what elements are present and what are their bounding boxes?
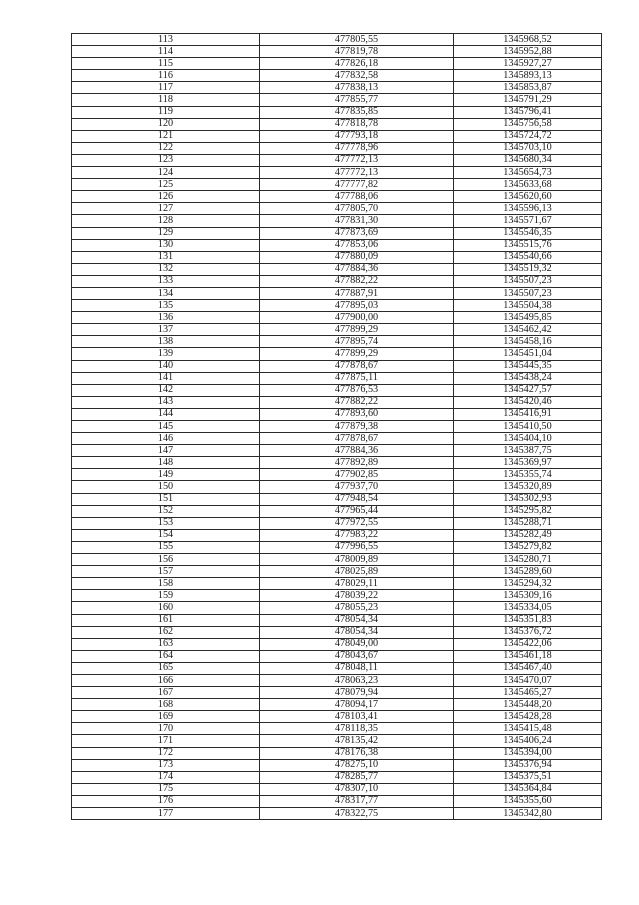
table-row (72, 287, 602, 299)
x-coordinate-cell: 477819,78 (260, 46, 454, 58)
table-row (72, 578, 602, 590)
y-coordinate-cell: 1345448,20 (454, 699, 602, 711)
table-row (72, 130, 602, 142)
table-row (72, 179, 602, 191)
y-coordinate-cell: 1345289,60 (454, 566, 602, 578)
point-number-cell: 115 (72, 58, 260, 70)
table-row (72, 566, 602, 578)
y-coordinate-cell: 1345465,27 (454, 687, 602, 699)
point-number-cell: 155 (72, 541, 260, 553)
point-number-cell: 128 (72, 215, 260, 227)
point-number-cell: 132 (72, 263, 260, 275)
point-number-cell: 143 (72, 396, 260, 408)
x-coordinate-cell: 477996,55 (260, 541, 454, 553)
point-number-cell: 141 (72, 372, 260, 384)
x-coordinate-cell: 478025,89 (260, 566, 454, 578)
x-coordinate-cell: 477880,09 (260, 251, 454, 263)
x-coordinate-cell: 477878,67 (260, 360, 454, 372)
x-coordinate-cell: 477892,89 (260, 457, 454, 469)
table-row (72, 34, 602, 46)
x-coordinate-cell: 477895,03 (260, 300, 454, 312)
point-number-cell: 134 (72, 287, 260, 299)
y-coordinate-cell: 1345416,91 (454, 408, 602, 420)
y-coordinate-cell: 1345519,32 (454, 263, 602, 275)
point-number-cell: 158 (72, 578, 260, 590)
x-coordinate-cell: 477835,85 (260, 106, 454, 118)
point-number-cell: 157 (72, 566, 260, 578)
y-coordinate-cell: 1345796,41 (454, 106, 602, 118)
x-coordinate-cell: 477878,67 (260, 433, 454, 445)
y-coordinate-cell: 1345404,10 (454, 433, 602, 445)
point-number-cell: 123 (72, 154, 260, 166)
table-row (72, 481, 602, 493)
table-row (72, 445, 602, 457)
table-row (72, 263, 602, 275)
table-row (72, 699, 602, 711)
y-coordinate-cell: 1345495,85 (454, 312, 602, 324)
table-row (72, 529, 602, 541)
point-number-cell: 145 (72, 421, 260, 433)
table-row (72, 118, 602, 130)
x-coordinate-cell: 478029,11 (260, 578, 454, 590)
y-coordinate-cell: 1345295,82 (454, 505, 602, 517)
point-number-cell: 122 (72, 142, 260, 154)
y-coordinate-cell: 1345369,97 (454, 457, 602, 469)
point-number-cell: 118 (72, 94, 260, 106)
y-coordinate-cell: 1345355,60 (454, 795, 602, 807)
x-coordinate-cell: 477965,44 (260, 505, 454, 517)
point-number-cell: 142 (72, 384, 260, 396)
point-number-cell: 166 (72, 674, 260, 686)
point-number-cell: 127 (72, 203, 260, 215)
y-coordinate-cell: 1345458,16 (454, 336, 602, 348)
point-number-cell: 146 (72, 433, 260, 445)
point-number-cell: 133 (72, 275, 260, 287)
point-number-cell: 126 (72, 191, 260, 203)
table-row (72, 336, 602, 348)
table-row (72, 747, 602, 759)
table-row (72, 650, 602, 662)
y-coordinate-cell: 1345394,00 (454, 747, 602, 759)
x-coordinate-cell: 478118,35 (260, 723, 454, 735)
point-number-cell: 171 (72, 735, 260, 747)
x-coordinate-cell: 477788,06 (260, 191, 454, 203)
y-coordinate-cell: 1345428,28 (454, 711, 602, 723)
point-number-cell: 139 (72, 348, 260, 360)
x-coordinate-cell: 478285,77 (260, 771, 454, 783)
point-number-cell: 176 (72, 795, 260, 807)
x-coordinate-cell: 477777,82 (260, 179, 454, 191)
x-coordinate-cell: 477895,74 (260, 336, 454, 348)
x-coordinate-cell: 477937,70 (260, 481, 454, 493)
x-coordinate-cell: 478317,77 (260, 795, 454, 807)
y-coordinate-cell: 1345968,52 (454, 34, 602, 46)
y-coordinate-cell: 1345375,51 (454, 771, 602, 783)
x-coordinate-cell: 478055,23 (260, 602, 454, 614)
point-number-cell: 125 (72, 179, 260, 191)
y-coordinate-cell: 1345364,84 (454, 783, 602, 795)
x-coordinate-cell: 477884,36 (260, 445, 454, 457)
x-coordinate-cell: 478079,94 (260, 687, 454, 699)
y-coordinate-cell: 1345351,83 (454, 614, 602, 626)
table-row (72, 457, 602, 469)
x-coordinate-cell: 478043,67 (260, 650, 454, 662)
x-coordinate-cell: 477948,54 (260, 493, 454, 505)
table-row (72, 541, 602, 553)
y-coordinate-cell: 1345410,50 (454, 421, 602, 433)
table-row (72, 469, 602, 481)
y-coordinate-cell: 1345893,13 (454, 70, 602, 82)
y-coordinate-cell: 1345620,60 (454, 191, 602, 203)
point-number-cell: 151 (72, 493, 260, 505)
y-coordinate-cell: 1345507,23 (454, 275, 602, 287)
y-coordinate-cell: 1345462,42 (454, 324, 602, 336)
x-coordinate-cell: 478054,34 (260, 626, 454, 638)
table-row (72, 662, 602, 674)
table-row (72, 687, 602, 699)
point-number-cell: 114 (72, 46, 260, 58)
table-row (72, 154, 602, 166)
point-number-cell: 117 (72, 82, 260, 94)
point-number-cell: 130 (72, 239, 260, 251)
x-coordinate-cell: 477805,70 (260, 203, 454, 215)
point-number-cell: 137 (72, 324, 260, 336)
y-coordinate-cell: 1345952,88 (454, 46, 602, 58)
x-coordinate-cell: 477893,60 (260, 408, 454, 420)
point-number-cell: 177 (72, 808, 260, 820)
table-row (72, 312, 602, 324)
y-coordinate-cell: 1345302,93 (454, 493, 602, 505)
y-coordinate-cell: 1345504,38 (454, 300, 602, 312)
coordinates-table (71, 33, 602, 820)
point-number-cell: 150 (72, 481, 260, 493)
table-row (72, 493, 602, 505)
point-number-cell: 173 (72, 759, 260, 771)
x-coordinate-cell: 477772,13 (260, 154, 454, 166)
table-row (72, 324, 602, 336)
table-row (72, 360, 602, 372)
point-number-cell: 121 (72, 130, 260, 142)
x-coordinate-cell: 477902,85 (260, 469, 454, 481)
table-row (72, 82, 602, 94)
x-coordinate-cell: 477853,06 (260, 239, 454, 251)
table-row (72, 384, 602, 396)
y-coordinate-cell: 1345415,48 (454, 723, 602, 735)
y-coordinate-cell: 1345309,16 (454, 590, 602, 602)
y-coordinate-cell: 1345927,27 (454, 58, 602, 70)
y-coordinate-cell: 1345515,76 (454, 239, 602, 251)
x-coordinate-cell: 477855,77 (260, 94, 454, 106)
y-coordinate-cell: 1345470,07 (454, 674, 602, 686)
y-coordinate-cell: 1345342,80 (454, 808, 602, 820)
x-coordinate-cell: 477900,00 (260, 312, 454, 324)
y-coordinate-cell: 1345756,58 (454, 118, 602, 130)
y-coordinate-cell: 1345507,23 (454, 287, 602, 299)
y-coordinate-cell: 1345451,04 (454, 348, 602, 360)
table-row (72, 300, 602, 312)
x-coordinate-cell: 477899,29 (260, 348, 454, 360)
point-number-cell: 161 (72, 614, 260, 626)
table-row (72, 227, 602, 239)
y-coordinate-cell: 1345791,29 (454, 94, 602, 106)
x-coordinate-cell: 478103,41 (260, 711, 454, 723)
y-coordinate-cell: 1345853,87 (454, 82, 602, 94)
point-number-cell: 162 (72, 626, 260, 638)
x-coordinate-cell: 477826,18 (260, 58, 454, 70)
y-coordinate-cell: 1345540,66 (454, 251, 602, 263)
y-coordinate-cell: 1345680,34 (454, 154, 602, 166)
table-row (72, 638, 602, 650)
point-number-cell: 140 (72, 360, 260, 372)
point-number-cell: 156 (72, 554, 260, 566)
point-number-cell: 170 (72, 723, 260, 735)
point-number-cell: 120 (72, 118, 260, 130)
point-number-cell: 163 (72, 638, 260, 650)
x-coordinate-cell: 477972,55 (260, 517, 454, 529)
table-row (72, 505, 602, 517)
table-row (72, 674, 602, 686)
y-coordinate-cell: 1345633,68 (454, 179, 602, 191)
y-coordinate-cell: 1345467,40 (454, 662, 602, 674)
x-coordinate-cell: 478275,10 (260, 759, 454, 771)
table-row (72, 167, 602, 179)
y-coordinate-cell: 1345294,32 (454, 578, 602, 590)
x-coordinate-cell: 478009,89 (260, 554, 454, 566)
point-number-cell: 124 (72, 167, 260, 179)
point-number-cell: 159 (72, 590, 260, 602)
x-coordinate-cell: 477882,22 (260, 396, 454, 408)
y-coordinate-cell: 1345724,72 (454, 130, 602, 142)
y-coordinate-cell: 1345703,10 (454, 142, 602, 154)
y-coordinate-cell: 1345420,46 (454, 396, 602, 408)
point-number-cell: 147 (72, 445, 260, 457)
point-number-cell: 144 (72, 408, 260, 420)
point-number-cell: 154 (72, 529, 260, 541)
table-row (72, 517, 602, 529)
table-row (72, 554, 602, 566)
point-number-cell: 168 (72, 699, 260, 711)
y-coordinate-cell: 1345427,57 (454, 384, 602, 396)
x-coordinate-cell: 477873,69 (260, 227, 454, 239)
table-row (72, 46, 602, 58)
table-row (72, 795, 602, 807)
point-number-cell: 152 (72, 505, 260, 517)
table-row (72, 215, 602, 227)
x-coordinate-cell: 477831,30 (260, 215, 454, 227)
point-number-cell: 167 (72, 687, 260, 699)
x-coordinate-cell: 478049,00 (260, 638, 454, 650)
y-coordinate-cell: 1345438,24 (454, 372, 602, 384)
x-coordinate-cell: 478063,23 (260, 674, 454, 686)
table-row (72, 70, 602, 82)
point-number-cell: 175 (72, 783, 260, 795)
table-row (72, 808, 602, 820)
point-number-cell: 113 (72, 34, 260, 46)
table-row (72, 58, 602, 70)
point-number-cell: 119 (72, 106, 260, 118)
table-row (72, 239, 602, 251)
y-coordinate-cell: 1345279,82 (454, 541, 602, 553)
table-row (72, 203, 602, 215)
x-coordinate-cell: 477887,91 (260, 287, 454, 299)
table-row (72, 94, 602, 106)
x-coordinate-cell: 478039,22 (260, 590, 454, 602)
y-coordinate-cell: 1345571,67 (454, 215, 602, 227)
x-coordinate-cell: 477875,11 (260, 372, 454, 384)
x-coordinate-cell: 477884,36 (260, 263, 454, 275)
point-number-cell: 174 (72, 771, 260, 783)
table-row (72, 275, 602, 287)
x-coordinate-cell: 477772,13 (260, 167, 454, 179)
table-row (72, 614, 602, 626)
x-coordinate-cell: 477832,58 (260, 70, 454, 82)
table-row (72, 735, 602, 747)
y-coordinate-cell: 1345320,89 (454, 481, 602, 493)
point-number-cell: 165 (72, 662, 260, 674)
point-number-cell: 129 (72, 227, 260, 239)
point-number-cell: 169 (72, 711, 260, 723)
table-row (72, 408, 602, 420)
table-row (72, 191, 602, 203)
x-coordinate-cell: 478094,17 (260, 699, 454, 711)
y-coordinate-cell: 1345376,94 (454, 759, 602, 771)
point-number-cell: 160 (72, 602, 260, 614)
table-row (72, 396, 602, 408)
point-number-cell: 116 (72, 70, 260, 82)
table-row (72, 372, 602, 384)
x-coordinate-cell: 477876,53 (260, 384, 454, 396)
y-coordinate-cell: 1345546,35 (454, 227, 602, 239)
table-row (72, 590, 602, 602)
table-row (72, 421, 602, 433)
x-coordinate-cell: 478322,75 (260, 808, 454, 820)
x-coordinate-cell: 477838,13 (260, 82, 454, 94)
table-row (72, 723, 602, 735)
y-coordinate-cell: 1345387,75 (454, 445, 602, 457)
x-coordinate-cell: 477882,22 (260, 275, 454, 287)
x-coordinate-cell: 478307,10 (260, 783, 454, 795)
point-number-cell: 148 (72, 457, 260, 469)
x-coordinate-cell: 477983,22 (260, 529, 454, 541)
y-coordinate-cell: 1345654,73 (454, 167, 602, 179)
x-coordinate-cell: 478176,38 (260, 747, 454, 759)
x-coordinate-cell: 477899,29 (260, 324, 454, 336)
x-coordinate-cell: 478054,34 (260, 614, 454, 626)
point-number-cell: 131 (72, 251, 260, 263)
point-number-cell: 172 (72, 747, 260, 759)
table-row (72, 783, 602, 795)
y-coordinate-cell: 1345406,24 (454, 735, 602, 747)
x-coordinate-cell: 478135,42 (260, 735, 454, 747)
y-coordinate-cell: 1345445,35 (454, 360, 602, 372)
y-coordinate-cell: 1345355,74 (454, 469, 602, 481)
table-row (72, 251, 602, 263)
y-coordinate-cell: 1345422,06 (454, 638, 602, 650)
coordinates-table-body (72, 34, 602, 820)
y-coordinate-cell: 1345376,72 (454, 626, 602, 638)
table-row (72, 142, 602, 154)
table-row (72, 348, 602, 360)
x-coordinate-cell: 477778,96 (260, 142, 454, 154)
table-row (72, 602, 602, 614)
y-coordinate-cell: 1345334,05 (454, 602, 602, 614)
point-number-cell: 138 (72, 336, 260, 348)
y-coordinate-cell: 1345596,13 (454, 203, 602, 215)
y-coordinate-cell: 1345280,71 (454, 554, 602, 566)
y-coordinate-cell: 1345461,18 (454, 650, 602, 662)
y-coordinate-cell: 1345288,71 (454, 517, 602, 529)
table-row (72, 433, 602, 445)
x-coordinate-cell: 477805,55 (260, 34, 454, 46)
x-coordinate-cell: 477793,18 (260, 130, 454, 142)
table-row (72, 759, 602, 771)
table-row (72, 711, 602, 723)
table-row (72, 106, 602, 118)
point-number-cell: 164 (72, 650, 260, 662)
x-coordinate-cell: 477879,38 (260, 421, 454, 433)
point-number-cell: 153 (72, 517, 260, 529)
point-number-cell: 149 (72, 469, 260, 481)
point-number-cell: 135 (72, 300, 260, 312)
y-coordinate-cell: 1345282,49 (454, 529, 602, 541)
table-row (72, 626, 602, 638)
x-coordinate-cell: 477818,78 (260, 118, 454, 130)
x-coordinate-cell: 478048,11 (260, 662, 454, 674)
point-number-cell: 136 (72, 312, 260, 324)
table-row (72, 771, 602, 783)
